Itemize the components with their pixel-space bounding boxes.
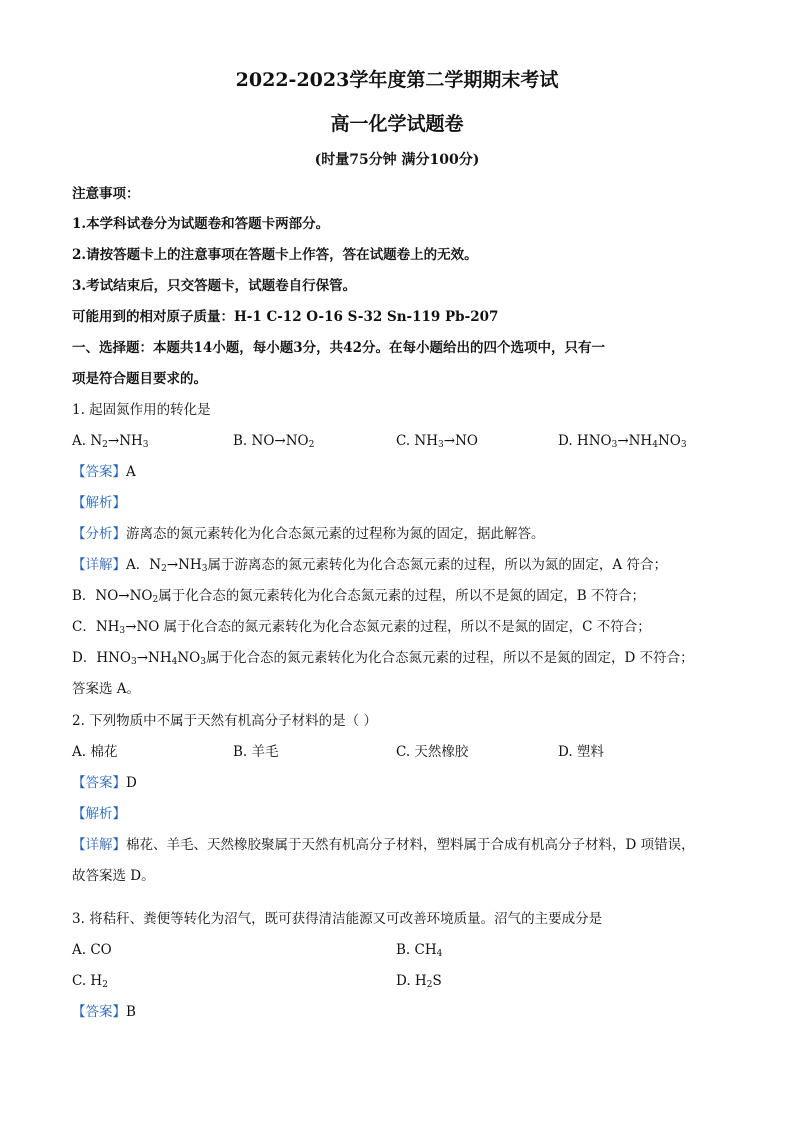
q3-option-d: D. $H_2S$ <box>396 973 442 990</box>
q3-option-c: C. $H_2$ <box>72 973 108 990</box>
analysis-tag: 【分析】 <box>72 526 126 542</box>
q1-option-a: A. $N_2\to NH_3$ <box>72 433 149 450</box>
q1-jiexi-tag: 【解析】 <box>72 495 126 511</box>
q1-option-b: B. $NO\to NO_2$ <box>233 433 315 450</box>
q2-option-b: B. 羊毛 <box>233 744 279 760</box>
q1-conclusion: 答案选 A。 <box>72 681 141 697</box>
q1-detail-c: C．$NH_3\to NO$ 属于化合态的氮元素转化为化合态氮元素的过程，所以不是氮的固定，C 不符合； <box>72 619 651 636</box>
q1-stem: 1. 起固氮作用的转化是 <box>72 402 211 418</box>
q2-jiexi-tag: 【解析】 <box>72 806 126 822</box>
q2-stem: 2. 下列物质中不属于天然有机高分子材料的是（ ） <box>72 713 377 729</box>
q2-conclusion: 故答案选 D。 <box>72 868 155 884</box>
q1-analysis: 【分析】游离态的氮元素转化为化合态氮元素的过程称为氮的固定，据此解答。 <box>72 526 545 542</box>
atomic-mass-note: 可能用到的相对原子质量：H-1 C-12 O-16 S-32 Sn-119 Pb-207 <box>72 309 499 325</box>
notice-item-3: 3.考试结束后，只交答题卡，试题卷自行保管。 <box>72 278 357 294</box>
q2-option-a: A. 棉花 <box>72 744 118 760</box>
notice-item-1: 1.本学科试卷分为试题卷和答题卡两部分。 <box>72 216 330 232</box>
section-heading-line1: 一、选择题：本题共14小题，每小题3分，共42分。在每小题给出的四个选项中，只有一 <box>72 340 605 356</box>
q2-option-c: C. 天然橡胶 <box>396 744 469 760</box>
exam-meta: (时量75分钟 满分100分) <box>314 152 480 168</box>
detail-tag: 【详解】 <box>72 837 126 853</box>
q1-detail-b: B．$NO\to NO_2$属于化合态的氮元素转化为化合态氮元素的过程，所以不是氮的固定，B 不符合； <box>72 588 645 605</box>
answer-tag: 【答案】 <box>72 1004 126 1020</box>
q2-detail: 【详解】棉花、羊毛、天然橡胶聚属于天然有机高分子材料，塑料属于合成有机高分子材料，D 项错误， <box>72 837 695 853</box>
q3-answer: 【答案】B <box>72 1004 136 1020</box>
q2-answer: 【答案】D <box>72 775 137 791</box>
section-heading-line2: 项是符合题目要求的。 <box>72 371 207 387</box>
answer-tag: 【答案】 <box>72 775 126 791</box>
q1-detail-a: 【详解】A．$N_2\to NH_3$属于游离态的氮元素转化为化合态氮元素的过程，所以为氮的固定，A 符合； <box>72 557 667 574</box>
q1-detail-d: D．$HNO_3\to NH_4NO_3$属于化合态的氮元素转化为化合态氮元素的过程，所以不是氮的固定，D 不符合； <box>72 650 694 667</box>
q3-option-b: B. $CH_4$ <box>396 942 443 959</box>
q3-stem: 3. 将秸秆、粪便等转化为沼气，既可获得清洁能源又可改善环境质量。沼气的主要成分是 <box>72 911 603 927</box>
exam-title: 2022-2023学年度第二学期期末考试 <box>235 69 559 91</box>
q1-option-d: D. $HNO_3\to NH_4NO_3$ <box>558 433 687 450</box>
detail-tag: 【详解】 <box>72 557 126 573</box>
q1-answer: 【答案】A <box>72 464 136 480</box>
q2-option-d: D. 塑料 <box>558 744 604 760</box>
q1-option-c: C. $NH_3\to NO$ <box>396 433 478 450</box>
answer-tag: 【答案】 <box>72 464 126 480</box>
notice-item-2: 2.请按答题卡上的注意事项在答题卡上作答，答在试题卷上的无效。 <box>72 247 478 263</box>
exam-subtitle: 高一化学试题卷 <box>330 113 464 135</box>
notice-heading: 注意事项： <box>72 186 140 202</box>
q3-option-a: A. CO <box>72 942 112 958</box>
